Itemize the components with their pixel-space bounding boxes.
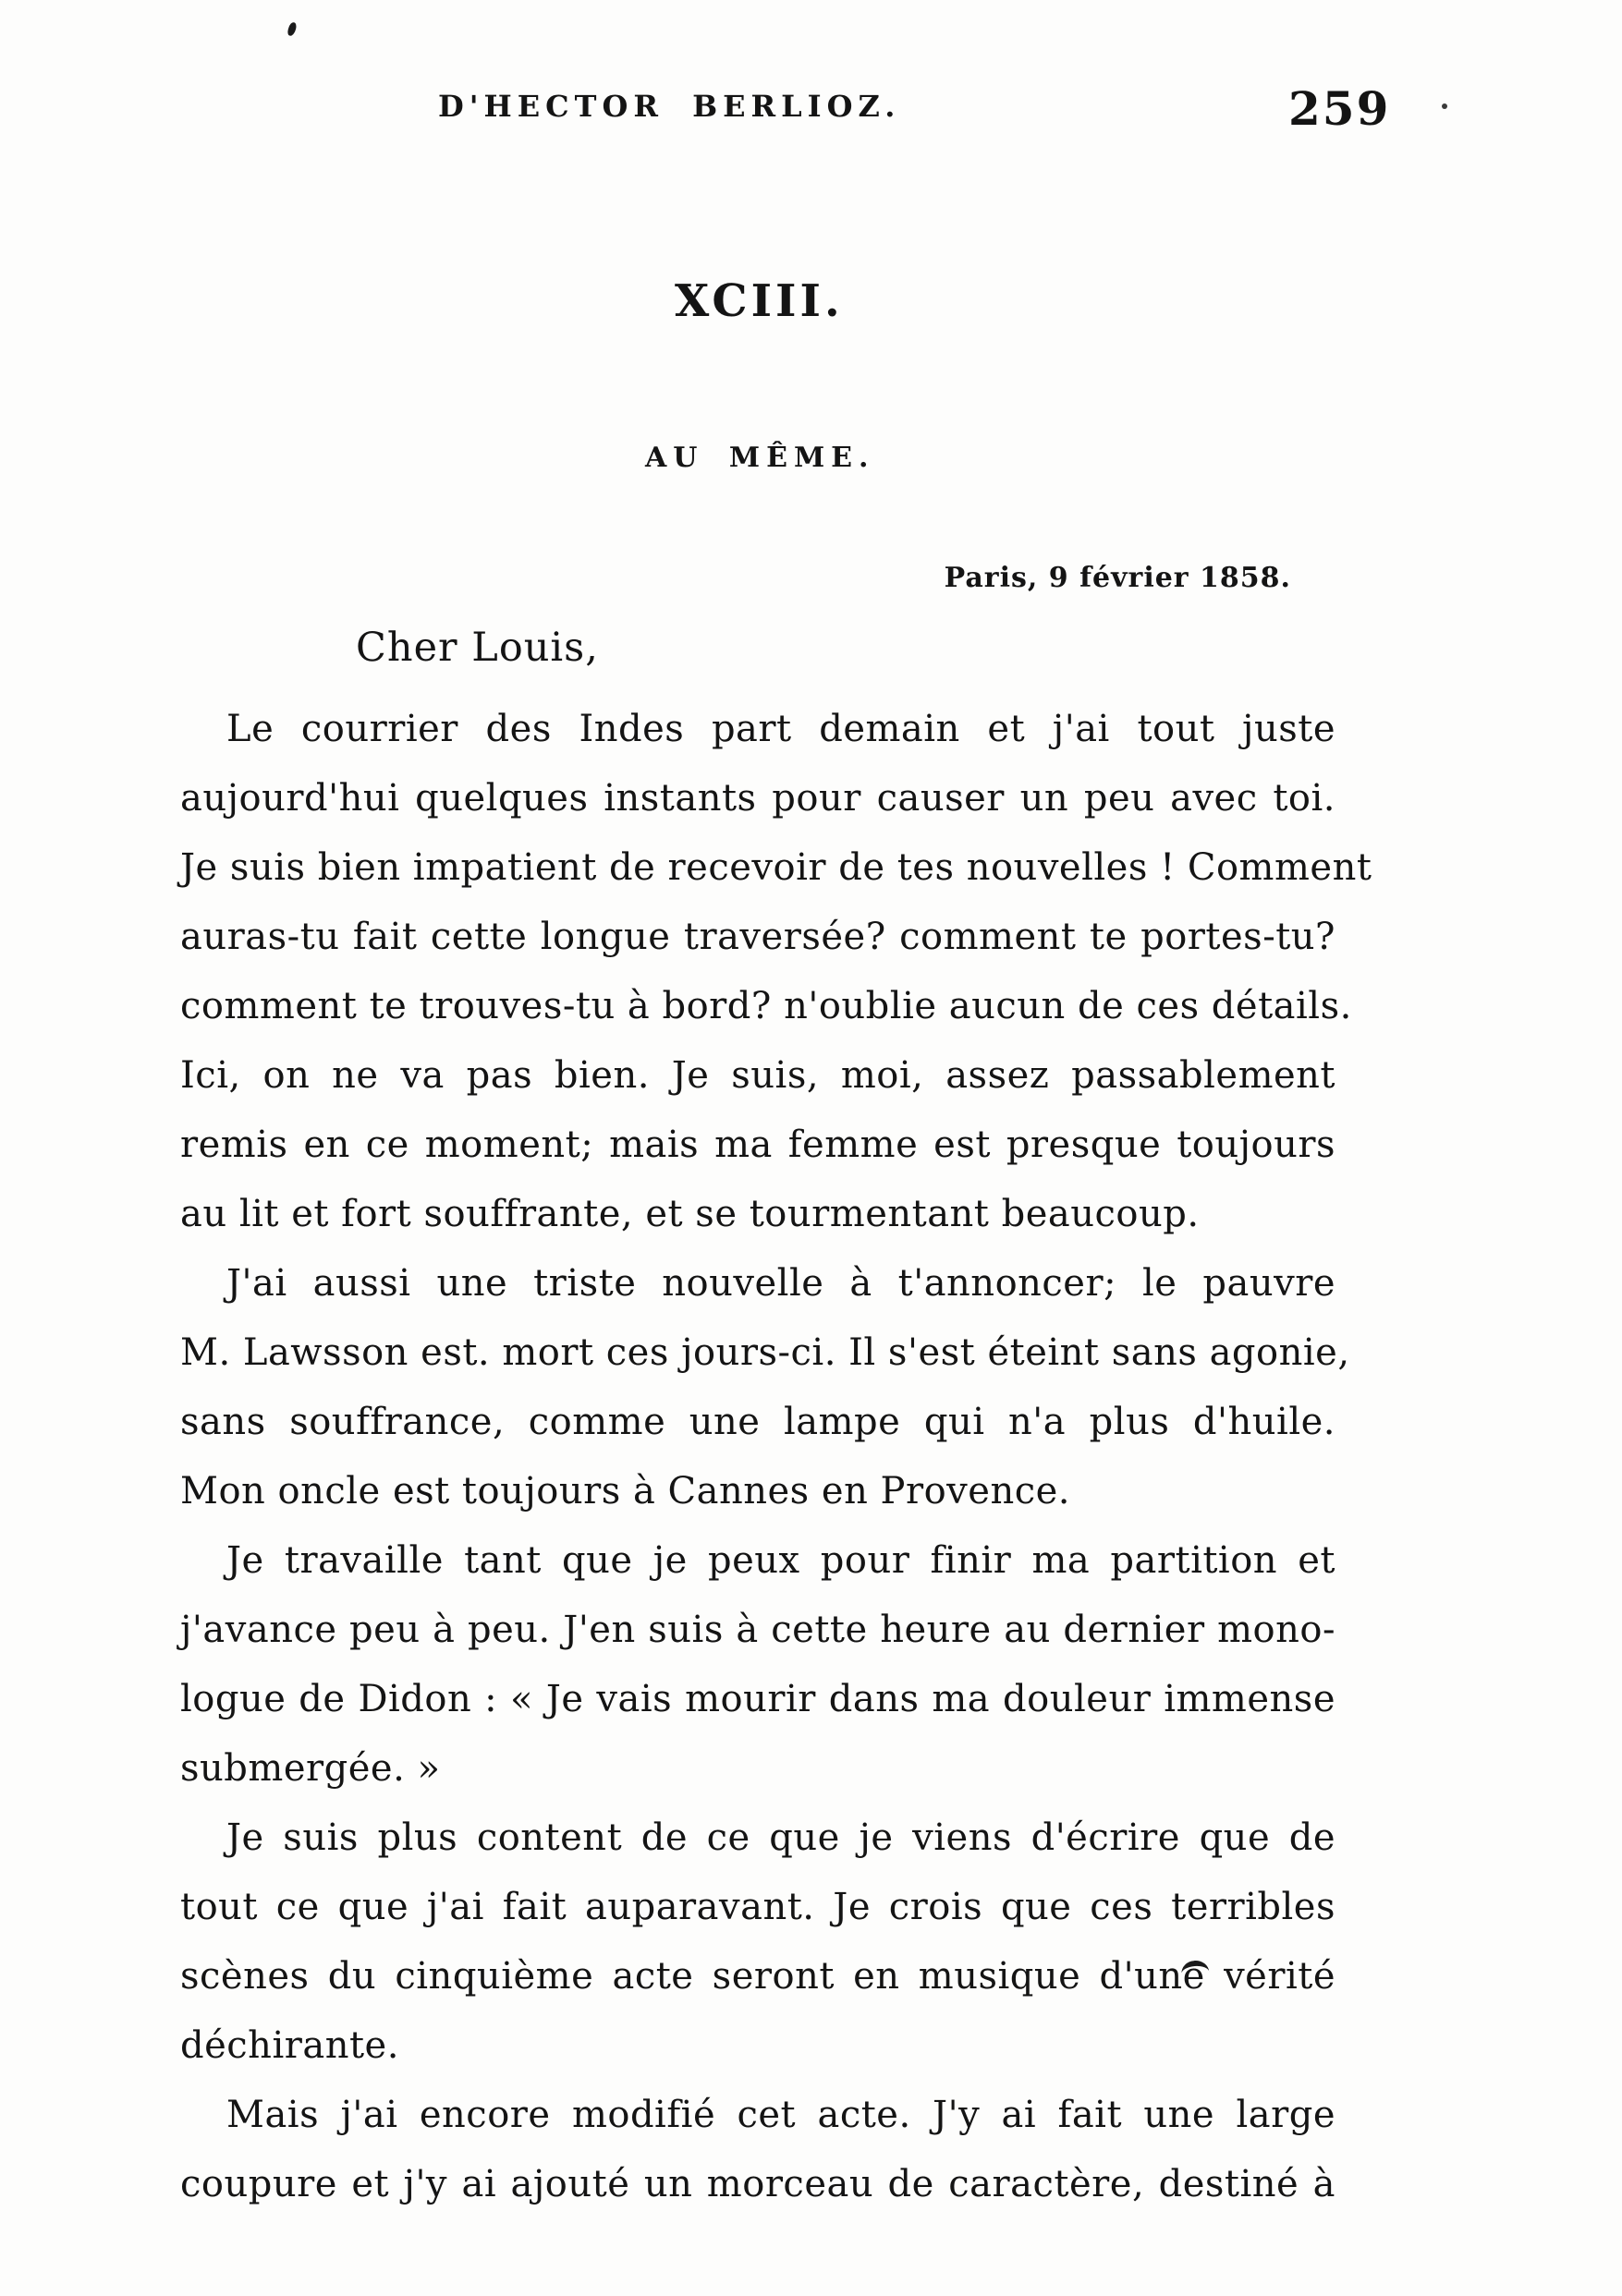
letter-line: logue de Didon : « Je vais mourir dans ma douleur immense — [180, 1678, 1335, 1720]
letter-line: aujourd'hui quelques instants pour causer un peu avec toi. — [180, 777, 1335, 820]
letter-line: Mon oncle est toujours à Cannes en Provence. — [180, 1470, 1070, 1512]
letter-line: Ici, on ne va pas bien. Je suis, moi, assez passablement — [180, 1054, 1335, 1097]
letter-line: auras-tu fait cette longue traversée? comment te portes-tu? — [180, 916, 1335, 958]
letter-line: sans souffrance, comme une lampe qui n'a plus d'huile. — [180, 1401, 1335, 1443]
letter-line: Je suis plus content de ce que je viens d'écrire que de — [226, 1816, 1335, 1859]
salutation: Cher Louis, — [356, 625, 599, 671]
letter-line: M. Lawsson est. mort ces jours-ci. Il s'est éteint sans agonie, — [180, 1331, 1350, 1374]
letter-line: déchirante. — [180, 2024, 399, 2067]
ink-speck — [287, 21, 297, 36]
letter-line: Je travaille tant que je peux pour finir ma partition et — [226, 1539, 1335, 1582]
addressee-heading: AU MÊME. — [645, 442, 875, 474]
letter-line: comment te trouves-tu à bord? n'oublie aucun de ces détails. — [180, 985, 1352, 1027]
letter-line: submergée. » — [180, 1747, 441, 1790]
letter-line: remis en ce moment; mais ma femme est presque toujours — [180, 1124, 1335, 1166]
letter-line: tout ce que j'ai fait auparavant. Je crois que ces terribles — [180, 1886, 1335, 1928]
letter-line: coupure et j'y ai ajouté un morceau de caractère, destiné à — [180, 2163, 1335, 2205]
ink-speck — [1442, 103, 1447, 109]
letter-body — [180, 695, 1372, 2219]
dateline: Paris, 9 février 1858. — [944, 562, 1291, 594]
letter-line: Le courrier des Indes part demain et j'ai tout juste — [226, 708, 1335, 750]
letter-line: Je suis bien impatient de recevoir de tes nouvelles ! Comment — [180, 846, 1372, 889]
running-header: D'HECTOR BERLIOZ. — [438, 89, 901, 124]
page-number: 259 — [1288, 81, 1391, 136]
letter-line: J'ai aussi une triste nouvelle à t'annoncer; le pauvre — [226, 1262, 1335, 1305]
letter-line: au lit et fort souffrante, et se tourmentant beaucoup. — [180, 1193, 1200, 1235]
letter-line: scènes du cinquième acte seront en musique d'une vérité — [180, 1955, 1335, 1998]
letter-line: Mais j'ai encore modifié cet acte. J'y ai fait une large — [226, 2094, 1335, 2136]
letter-line: j'avance peu à peu. J'en suis à cette heure au dernier mono- — [180, 1609, 1335, 1651]
section-heading: XCIII. — [675, 275, 844, 327]
